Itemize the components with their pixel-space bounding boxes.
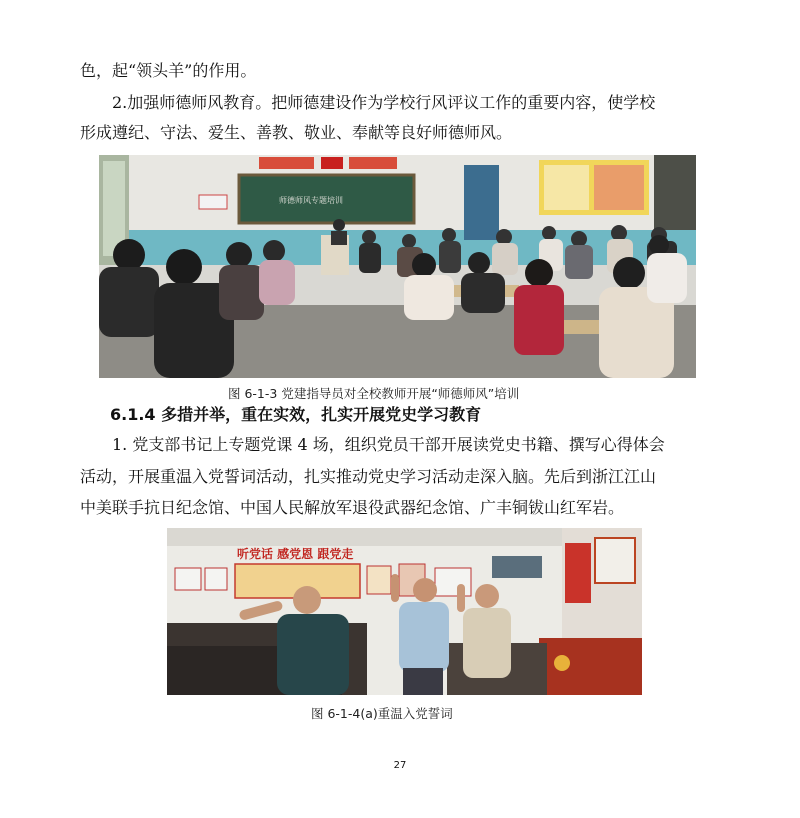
oath-photo-graphic: [167, 528, 642, 695]
paragraph-line: 1. 党支部书记上专题党课 4 场，组织党员干部开展读党史书籍、撰写心得体会: [112, 435, 665, 454]
paragraph-line: 中美联手抗日纪念馆、中国人民解放军退役武器纪念馆、广丰铜钹山红军岩。: [80, 498, 625, 517]
classroom-training-photo: [99, 155, 696, 378]
section-heading: 6.1.4 多措并举，重在实效，扎实开展党史学习教育: [110, 405, 482, 424]
party-oath-photo: [167, 528, 642, 695]
wall-banner-text: 听党话 感党恩 跟党走: [237, 547, 354, 561]
paragraph-line: 色，起“领头羊”的作用。: [80, 61, 257, 80]
paragraph-line: 活动，开展重温入党誓词活动，扎实推动党史学习活动走深入脑。先后到浙江江山: [80, 467, 657, 486]
figure-caption: 图 6-1-3 党建指导员对全校教师开展“师德师风”培训: [228, 386, 520, 401]
classroom-photo-graphic: [99, 155, 696, 378]
paragraph-line: 2.加强师德师风教育。把师德建设作为学校行风评议工作的重要内容，使学校: [112, 93, 656, 112]
blackboard-text: 师德师风专题培训: [279, 196, 343, 205]
figure-caption: 图 6-1-4(a)重温入党誓词: [311, 706, 453, 721]
paragraph-line: 形成遵纪、守法、爱生、善教、敬业、奉献等良好师德师风。: [80, 123, 513, 142]
page-number: 27: [393, 760, 407, 771]
